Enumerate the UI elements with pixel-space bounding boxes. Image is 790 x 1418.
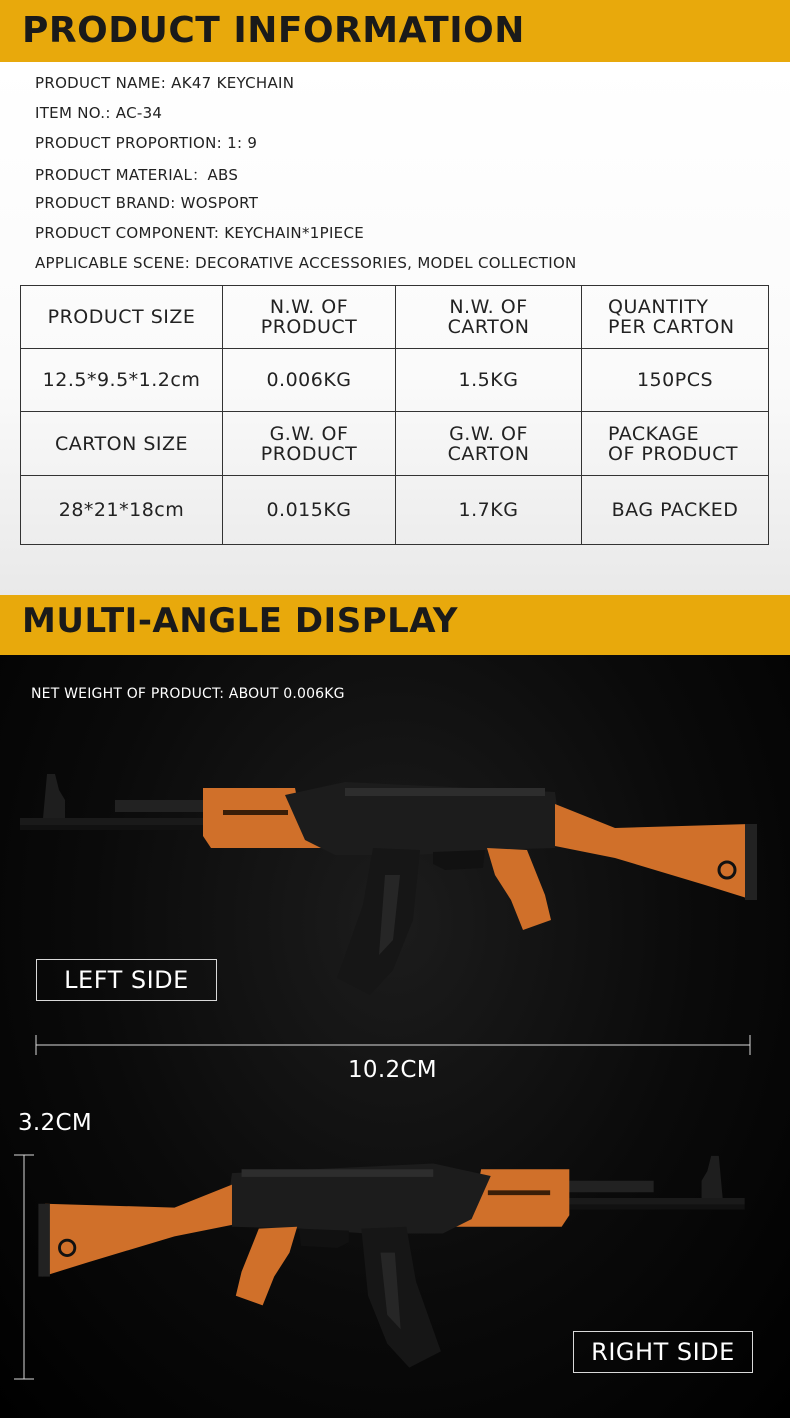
table-cell: 1.5KG (396, 349, 582, 412)
multi-angle-display (0, 655, 790, 1418)
height-value: 3.2CM (18, 1110, 92, 1136)
net-weight-note: NET WEIGHT OF PRODUCT: ABOUT 0.006KG (31, 686, 345, 702)
table-cell: 0.015KG (223, 476, 396, 545)
multi-angle-title: MULTI-ANGLE DISPLAY (22, 601, 458, 641)
info-product-name: PRODUCT NAME: AK47 KEYCHAIN (35, 74, 295, 92)
left-side-label: LEFT SIDE (36, 959, 217, 1001)
table-header-cell: QUANTITY PER CARTON (582, 286, 769, 349)
table-row (21, 286, 769, 349)
info-item-no: ITEM NO.: AC-34 (35, 104, 163, 122)
table-header-cell: G.W. OF PRODUCT (223, 412, 396, 476)
table-cell: BAG PACKED (582, 476, 769, 545)
multi-angle-banner (0, 595, 790, 655)
info-material: PRODUCT MATERIAL：ABS (35, 166, 239, 184)
info-component: PRODUCT COMPONENT: KEYCHAIN*1PIECE (35, 224, 364, 242)
table-header-cell: N.W. OF CARTON (396, 286, 582, 349)
info-scene: APPLICABLE SCENE: DECORATIVE ACCESSORIES, MODEL COLLECTION (35, 254, 577, 272)
right-side-label: RIGHT SIDE (573, 1331, 753, 1373)
table-cell: 1.7KG (396, 476, 582, 545)
info-brand: PRODUCT BRAND: WOSPORT (35, 194, 259, 212)
spec-table (20, 285, 769, 545)
length-dimension-line (34, 1033, 754, 1057)
table-header-cell: PRODUCT SIZE (21, 286, 223, 349)
table-cell: 150PCS (582, 349, 769, 412)
table-row (21, 349, 769, 412)
table-cell: 28*21*18cm (21, 476, 223, 545)
table-row (21, 476, 769, 545)
table-header-cell: PACKAGE OF PRODUCT (582, 412, 769, 476)
table-header-cell: N.W. OF PRODUCT (223, 286, 396, 349)
length-value: 10.2CM (348, 1057, 437, 1083)
table-cell: 12.5*9.5*1.2cm (21, 349, 223, 412)
table-header-cell: CARTON SIZE (21, 412, 223, 476)
product-information-banner (0, 0, 790, 62)
product-info-panel (0, 62, 790, 595)
product-information-title: PRODUCT INFORMATION (22, 10, 525, 51)
info-proportion: PRODUCT PROPORTION: 1: 9 (35, 134, 258, 152)
table-row (21, 412, 769, 476)
table-cell: 0.006KG (223, 349, 396, 412)
table-header-cell: G.W. OF CARTON (396, 412, 582, 476)
